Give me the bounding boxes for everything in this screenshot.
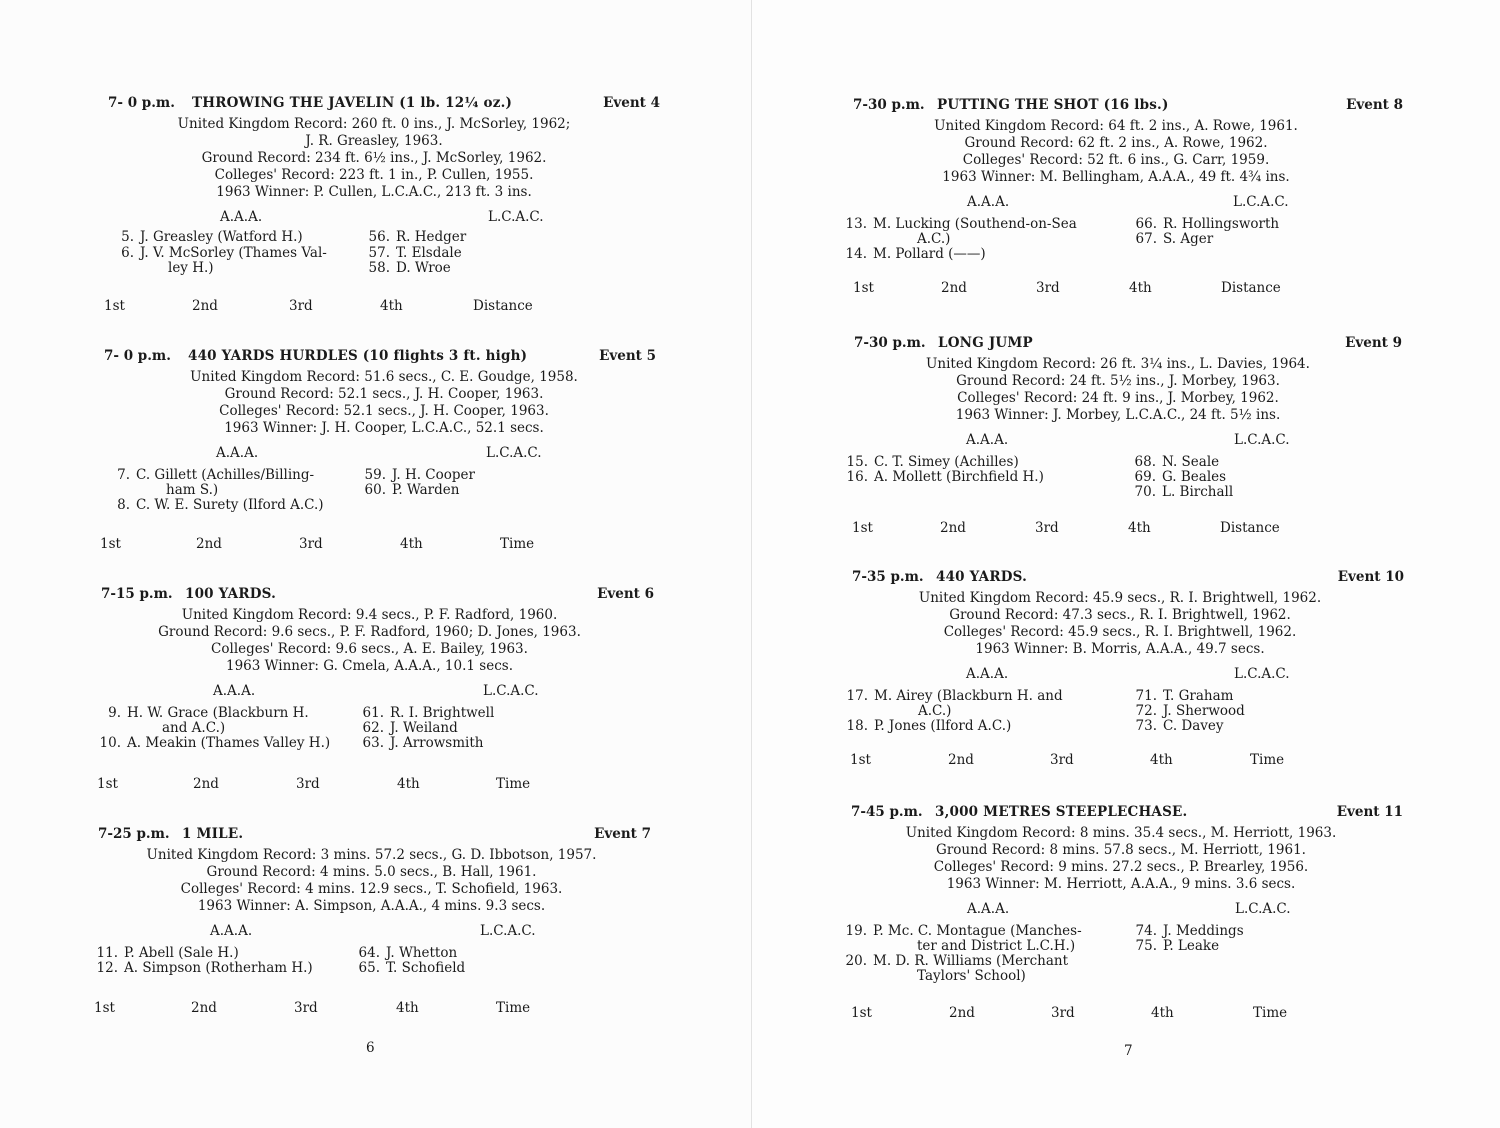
ground-record: Ground Record: 234 ft. 6½ ins., J. McSorley, 1962.: [201, 150, 547, 166]
competitor-club-cont: ter and District L.C.H.): [917, 938, 1076, 954]
event-6: [97, 586, 654, 792]
competitor-number: 13.: [845, 216, 867, 232]
competitor-name: P. Abell (Sale H.): [124, 945, 239, 961]
winner-1963: 1963 Winner: J. H. Cooper, L.C.A.C., 52.1 secs.: [224, 420, 544, 436]
results-row: [851, 1005, 1403, 1025]
team-b-label: L.C.A.C.: [1235, 901, 1291, 917]
competitors: [845, 921, 1403, 985]
competitor-number: 74.: [1135, 923, 1157, 939]
result-3rd: 3rd: [1050, 752, 1074, 768]
result-1st: 1st: [852, 520, 873, 536]
competitor-name: C. T. Simey (Achilles): [874, 454, 1019, 470]
competitor-name: J. V. McSorley (Thames Val-: [140, 245, 327, 261]
colleges-record: Colleges' Record: 223 ft. 1 in., P. Cullen, 1955.: [214, 167, 534, 183]
competitor-number: 71.: [1135, 688, 1157, 704]
ground-record: Ground Record: 8 mins. 57.8 secs., M. Herriott, 1961.: [936, 842, 1306, 858]
competitor-number: 64.: [358, 945, 380, 961]
event-title: PUTTING THE SHOT (16 lbs.): [937, 97, 1169, 113]
team-a-label: A.A.A.: [967, 194, 1010, 210]
result-2nd: 2nd: [941, 280, 967, 296]
team-b-label: L.C.A.C.: [1233, 194, 1289, 210]
teams-header: [108, 209, 660, 229]
competitor-name: G. Beales: [1162, 469, 1227, 485]
result-2nd: 2nd: [193, 776, 219, 792]
result-1st: 1st: [851, 1005, 872, 1021]
event-records: [104, 367, 656, 437]
team-a-label: A.A.A.: [216, 445, 259, 461]
competitor-name: J. Whetton: [386, 945, 458, 961]
competitor-number: 14.: [845, 246, 867, 262]
result-4th: 4th: [1129, 280, 1152, 296]
results-row: [852, 752, 1404, 772]
ground-record: Ground Record: 62 ft. 2 ins., A. Rowe, 1962.: [964, 135, 1268, 151]
event-number: Event 9: [1345, 335, 1402, 351]
teams-header: [104, 445, 656, 465]
result-3rd: 3rd: [1051, 1005, 1075, 1021]
competitor-name: T. Graham: [1163, 688, 1234, 704]
competitor-name: A. Meakin (Thames Valley H.): [127, 735, 331, 751]
competitor-name: P. Warden: [392, 482, 460, 498]
team-a-label: A.A.A.: [210, 923, 253, 939]
colleges-record: Colleges' Record: 52 ft. 6 ins., G. Carr, 1959.: [962, 152, 1270, 168]
competitor-number: 61.: [362, 705, 384, 721]
competitor-number: 20.: [845, 953, 867, 969]
uk-record: United Kingdom Record: 26 ft. 3¼ ins., L. Davies, 1964.: [926, 356, 1310, 372]
uk-record-cont: J. R. Greasley, 1963.: [305, 133, 443, 149]
uk-record: United Kingdom Record: 3 mins. 57.2 secs., G. D. Ibbotson, 1957.: [146, 847, 597, 863]
competitor-name: L. Birchall: [1162, 484, 1234, 500]
teams-header: [101, 683, 654, 703]
event-title: 1 MILE.: [182, 826, 244, 842]
competitors: [845, 214, 1403, 270]
competitor-name: R. Hedger: [396, 229, 467, 245]
winner-1963: 1963 Winner: M. Herriott, A.A.A., 9 mins. 3.6 secs.: [946, 876, 1296, 892]
event-number: Event 11: [1336, 804, 1403, 820]
event-8: [845, 97, 1403, 296]
competitor-name: J. Greasley (Watford H.): [140, 229, 303, 245]
event-time: 7-15 p.m.: [101, 586, 173, 602]
team-b-label: L.C.A.C.: [480, 923, 536, 939]
ground-record: Ground Record: 52.1 secs., J. H. Cooper, 1963.: [224, 386, 544, 402]
competitors: [108, 229, 660, 285]
results-row: [854, 520, 1402, 540]
team-b-label: L.C.A.C.: [1234, 666, 1290, 682]
event-time: 7-30 p.m.: [854, 335, 926, 351]
winner-1963: 1963 Winner: G. Cmela, A.A.A., 10.1 secs.: [226, 658, 513, 674]
event-time: 7- 0 p.m.: [108, 95, 175, 111]
event-records: [851, 823, 1403, 893]
teams-header: [98, 923, 651, 943]
result-measure: Distance: [1220, 520, 1280, 536]
ground-record: Ground Record: 9.6 secs., P. F. Radford, 1960; D. Jones, 1963.: [158, 624, 581, 640]
event-number: Event 10: [1337, 569, 1404, 585]
team-a-label: A.A.A.: [966, 666, 1009, 682]
competitor-number: 9.: [108, 705, 121, 721]
ground-record: Ground Record: 24 ft. 5½ ins., J. Morbey, 1963.: [956, 373, 1280, 389]
event-number: Event 7: [594, 826, 651, 842]
team-b-label: L.C.A.C.: [488, 209, 544, 225]
competitor: [360, 482, 459, 499]
event-header: [108, 95, 660, 114]
uk-record: United Kingdom Record: 51.6 secs., C. E. Goudge, 1958.: [190, 369, 578, 385]
competitor-name: J. Sherwood: [1163, 703, 1245, 719]
result-measure: Time: [500, 536, 535, 552]
uk-record: United Kingdom Record: 8 mins. 35.4 secs., M. Herriott, 1963.: [905, 825, 1337, 841]
competitor-number: 69.: [1134, 469, 1156, 485]
teams-header: [851, 901, 1403, 921]
winner-1963: 1963 Winner: J. Morbey, L.C.A.C., 24 ft. 5½ ins.: [955, 407, 1281, 423]
competitor-number: 18.: [846, 718, 868, 734]
event-time: 7- 0 p.m.: [104, 348, 171, 364]
competitor-number: 62.: [362, 720, 384, 736]
event-title: THROWING THE JAVELIN (1 lb. 12¼ oz.): [192, 95, 513, 111]
competitor-name: D. Wroe: [396, 260, 451, 276]
competitor: [842, 469, 1044, 486]
team-b-label: L.C.A.C.: [1234, 432, 1290, 448]
uk-record: United Kingdom Record: 260 ft. 0 ins., J. McSorley, 1962;: [177, 116, 571, 132]
result-4th: 4th: [1150, 752, 1173, 768]
team-a-label: A.A.A.: [213, 683, 256, 699]
event-time: 7-25 p.m.: [98, 826, 170, 842]
result-measure: Time: [496, 776, 531, 792]
competitor-number: 11.: [96, 945, 118, 961]
competitor-number: 58.: [368, 260, 390, 276]
competitors: [98, 943, 651, 983]
competitor-name: R. I. Brightwell: [390, 705, 495, 721]
competitor: [92, 960, 313, 977]
competitor-number: 72.: [1135, 703, 1157, 719]
competitor-name: S. Ager: [1163, 231, 1214, 247]
competitor-number: 6.: [121, 245, 134, 261]
competitor-club-cont: ley H.): [168, 260, 214, 276]
competitor-name: C. Gillett (Achilles/Billing-: [136, 467, 315, 483]
competitor-number: 16.: [846, 469, 868, 485]
colleges-record: Colleges' Record: 9 mins. 27.2 secs., P. Brearley, 1956.: [933, 859, 1309, 875]
competitor: [1131, 938, 1219, 955]
event-header: [851, 804, 1403, 823]
competitor-number: 10.: [99, 735, 121, 751]
colleges-record: Colleges' Record: 4 mins. 12.9 secs., T. Schofield, 1963.: [180, 881, 563, 897]
event-number: Event 6: [597, 586, 654, 602]
competitor-club-cont: A.C.): [918, 703, 952, 719]
result-2nd: 2nd: [940, 520, 966, 536]
result-1st: 1st: [104, 298, 125, 314]
results-row: [104, 298, 660, 318]
result-2nd: 2nd: [948, 752, 974, 768]
competitor-name: J. Meddings: [1163, 923, 1244, 939]
competitor: [841, 246, 986, 263]
event-9: [846, 335, 1402, 536]
competitor-number: 65.: [358, 960, 380, 976]
event-records: [853, 116, 1403, 186]
event-number: Event 8: [1346, 97, 1403, 113]
event-title: 440 YARDS HURDLES (10 flights 3 ft. high): [188, 348, 528, 364]
competitor: [364, 229, 466, 246]
event-time: 7-35 p.m.: [852, 569, 924, 585]
result-3rd: 3rd: [296, 776, 320, 792]
result-2nd: 2nd: [191, 1000, 217, 1016]
teams-header: [853, 194, 1403, 214]
competitor-club-cont: A.C.): [917, 231, 951, 247]
result-measure: Time: [1253, 1005, 1288, 1021]
result-measure: Time: [1250, 752, 1285, 768]
result-1st: 1st: [100, 536, 121, 552]
result-1st: 1st: [853, 280, 874, 296]
results-row: [853, 280, 1403, 300]
competitor-name: A. Mollett (Birchfield H.): [874, 469, 1044, 485]
colleges-record: Colleges' Record: 45.9 secs., R. I. Brightwell, 1962.: [943, 624, 1297, 640]
event-time: 7-45 p.m.: [851, 804, 923, 820]
competitor-number: 12.: [96, 960, 118, 976]
competitor-number: 19.: [845, 923, 867, 939]
competitor-name: J. Arrowsmith: [390, 735, 484, 751]
event-records: [98, 845, 651, 915]
result-1st: 1st: [850, 752, 871, 768]
right-page: [752, 0, 1500, 1128]
team-a-label: A.A.A.: [220, 209, 263, 225]
winner-1963: 1963 Winner: B. Morris, A.A.A., 49.7 secs.: [975, 641, 1265, 657]
winner-1963: 1963 Winner: P. Cullen, L.C.A.C., 213 ft. 3 ins.: [216, 184, 532, 200]
results-row: [94, 1000, 651, 1020]
competitors: [101, 703, 654, 759]
winner-1963: 1963 Winner: M. Bellingham, A.A.A., 49 ft. 4¾ ins.: [942, 169, 1290, 185]
competitor-name: P. Leake: [1163, 938, 1220, 954]
result-2nd: 2nd: [196, 536, 222, 552]
competitor-number: 59.: [364, 467, 386, 483]
team-b-label: L.C.A.C.: [483, 683, 539, 699]
result-2nd: 2nd: [949, 1005, 975, 1021]
event-number: Event 4: [603, 95, 660, 111]
event-title: 3,000 METRES STEEPLECHASE.: [935, 804, 1188, 820]
competitor-number: 70.: [1134, 484, 1156, 500]
event-header: [854, 335, 1402, 354]
competitor-name: N. Seale: [1162, 454, 1220, 470]
uk-record: United Kingdom Record: 9.4 secs., P. F. Radford, 1960.: [181, 607, 558, 623]
competitor-name: M. Pollard (——): [873, 246, 986, 262]
event-header: [98, 826, 651, 845]
event-11: [845, 804, 1403, 1021]
competitor-name: J. H. Cooper: [392, 467, 475, 483]
result-2nd: 2nd: [192, 298, 218, 314]
competitors: [846, 452, 1402, 508]
competitor: [108, 229, 303, 246]
competitor-number: 5.: [121, 229, 134, 245]
event-title: 100 YARDS.: [185, 586, 277, 602]
winner-1963: 1963 Winner: A. Simpson, A.A.A., 4 mins. 9.3 secs.: [197, 898, 546, 914]
event-header: [852, 569, 1404, 588]
results-row: [100, 536, 656, 556]
competitor: [354, 960, 465, 977]
competitor: [1131, 718, 1224, 735]
competitor: [1130, 484, 1233, 501]
competitor-number: 17.: [846, 688, 868, 704]
competitor-name: R. Hollingsworth: [1163, 216, 1280, 232]
result-3rd: 3rd: [299, 536, 323, 552]
competitor-name: C. W. E. Surety (Ilford A.C.): [136, 497, 324, 513]
uk-record: United Kingdom Record: 64 ft. 2 ins., A. Rowe, 1961.: [934, 118, 1298, 134]
event-title: 440 YARDS.: [936, 569, 1028, 585]
competitor-name: T. Elsdale: [396, 245, 462, 261]
competitor: [358, 735, 483, 752]
competitor-name: C. Davey: [1163, 718, 1224, 734]
uk-record: United Kingdom Record: 45.9 secs., R. I. Brightwell, 1962.: [918, 590, 1322, 606]
competitor-name: T. Schofield: [386, 960, 466, 976]
competitor: [108, 245, 327, 262]
competitor: [841, 216, 1077, 233]
result-4th: 4th: [396, 1000, 419, 1016]
teams-header: [854, 432, 1402, 452]
result-4th: 4th: [397, 776, 420, 792]
event-header: [104, 348, 656, 367]
team-a-label: A.A.A.: [967, 901, 1010, 917]
competitor-name: M. D. R. Williams (Merchant: [873, 953, 1069, 969]
competitor-name: J. Weiland: [390, 720, 458, 736]
competitor-number: 68.: [1134, 454, 1156, 470]
competitor-number: 57.: [368, 245, 390, 261]
competitor-name: P. Jones (Ilford A.C.): [874, 718, 1012, 734]
event-10: [846, 569, 1404, 768]
competitor-number: 60.: [364, 482, 386, 498]
result-measure: Distance: [1221, 280, 1281, 296]
colleges-record: Colleges' Record: 52.1 secs., J. H. Cooper, 1963.: [219, 403, 549, 419]
result-measure: Time: [496, 1000, 531, 1016]
result-3rd: 3rd: [289, 298, 313, 314]
competitor-number: 7.: [117, 467, 130, 483]
competitor-name: H. W. Grace (Blackburn H.: [127, 705, 309, 721]
colleges-record: Colleges' Record: 24 ft. 9 ins., J. Morbey, 1962.: [957, 390, 1279, 406]
event-4: [104, 95, 660, 314]
result-4th: 4th: [1128, 520, 1151, 536]
event-header: [853, 97, 1403, 116]
page-number: 7: [1124, 1043, 1133, 1059]
result-measure: Distance: [473, 298, 533, 314]
competitor: [364, 260, 451, 277]
event-5: [100, 348, 656, 552]
ground-record: Ground Record: 4 mins. 5.0 secs., B. Hall, 1961.: [206, 864, 537, 880]
result-4th: 4th: [400, 536, 423, 552]
competitor-name: P. Mc. C. Montague (Manches-: [873, 923, 1082, 939]
result-1st: 1st: [97, 776, 118, 792]
competitor-number: 63.: [362, 735, 384, 751]
teams-header: [852, 666, 1404, 686]
event-records: [852, 588, 1404, 658]
event-records: [101, 605, 654, 675]
ground-record: Ground Record: 47.3 secs., R. I. Brightwell, 1962.: [949, 607, 1291, 623]
results-row: [97, 776, 654, 796]
competitor-name: A. Simpson (Rotherham H.): [124, 960, 313, 976]
result-4th: 4th: [1151, 1005, 1174, 1021]
team-a-label: A.A.A.: [966, 432, 1009, 448]
result-1st: 1st: [94, 1000, 115, 1016]
competitor-club-cont: and A.C.): [162, 720, 226, 736]
competitor-club-cont: Taylors' School): [917, 968, 1026, 984]
event-header: [101, 586, 654, 605]
page-number: 6: [366, 1040, 375, 1056]
event-time: 7-30 p.m.: [853, 97, 925, 113]
competitor-number: 73.: [1135, 718, 1157, 734]
competitor-name: M. Lucking (Southend-on-Sea: [873, 216, 1077, 232]
result-3rd: 3rd: [1035, 520, 1059, 536]
competitor: [842, 718, 1011, 735]
result-4th: 4th: [380, 298, 403, 314]
competitor-number: 15.: [846, 454, 868, 470]
event-records: [108, 114, 660, 200]
competitor-club-cont: ham S.): [166, 482, 219, 498]
competitor-number: 8.: [117, 497, 130, 513]
event-records: [854, 354, 1402, 424]
competitor-number: 66.: [1135, 216, 1157, 232]
event-title: LONG JUMP: [938, 335, 1033, 351]
colleges-record: Colleges' Record: 9.6 secs., A. E. Bailey, 1963.: [211, 641, 528, 657]
competitors: [104, 465, 656, 521]
competitor-name: M. Airey (Blackburn H. and: [874, 688, 1063, 704]
competitor: [1131, 231, 1213, 248]
competitor: [842, 688, 1063, 705]
competitor-number: 56.: [368, 229, 390, 245]
competitor-number: 67.: [1135, 231, 1157, 247]
result-3rd: 3rd: [294, 1000, 318, 1016]
competitor-number: 75.: [1135, 938, 1157, 954]
event-number: Event 5: [599, 348, 656, 364]
result-3rd: 3rd: [1036, 280, 1060, 296]
team-b-label: L.C.A.C.: [486, 445, 542, 461]
competitor: [95, 735, 330, 752]
event-7: [94, 826, 651, 1016]
competitor: [104, 497, 324, 514]
competitors: [846, 686, 1404, 742]
